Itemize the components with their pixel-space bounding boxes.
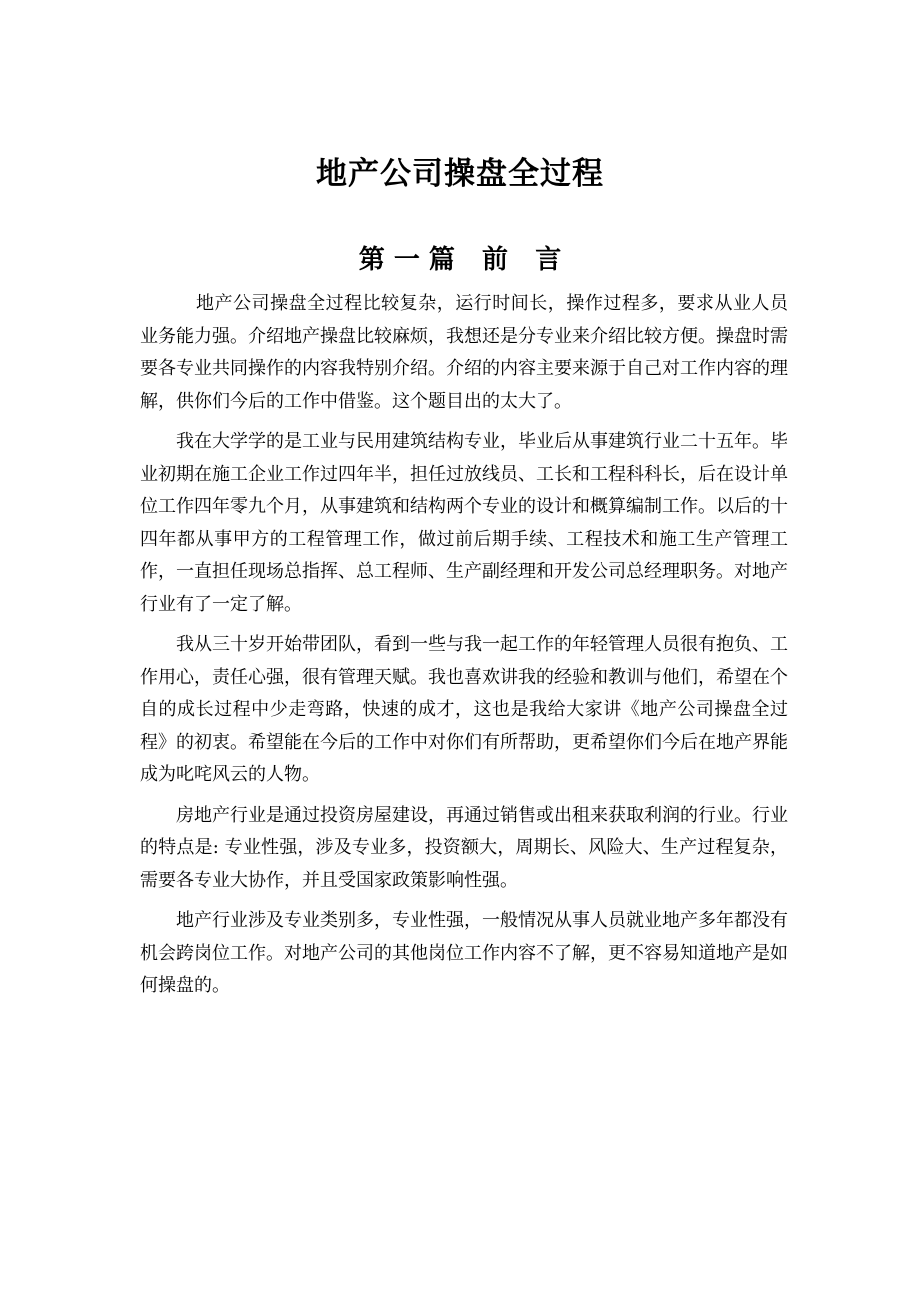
paragraph-intro: 地产公司操盘全过程比较复杂，运行时间长，操作过程多，要求从业人员业务能力强。介绍地产操盘比较麻烦，我想还是分专业来介绍比较方便。操盘时需要各专业共同操作的内容我特别介绍。介绍的内容主要来源于自己对工作内容的理解，供你们今后的工作中借鉴。这个题目出的太大了。 [140, 293, 788, 412]
document-body [140, 288, 788, 1011]
paragraph-industry-challenge: 地产行业涉及专业类别多，专业性强，一般情况从事人员就业地产多年都没有机会跨岗位工作。对地产公司的其他岗位工作内容不了解，更不容易知道地产是如何操盘的。 [140, 910, 788, 996]
paragraph-motivation: 我从三十岁开始带团队，看到一些与我一起工作的年轻管理人员很有抱负、工作用心，责任心强，很有管理天赋。我也喜欢讲我的经验和教训与他们，希望在个自的成长过程中少走弯路，快速的成才，这也是我给大家讲《地产公司操盘全过程》的初衷。希望能在今后的工作中对你们有所帮助，更希望你们今后在地产界能成为叱咤风云的人物。 [140, 634, 788, 785]
chapter-heading: 第 一 篇 前 言 [358, 245, 562, 275]
paragraph-industry-definition: 房地产行业是通过投资房屋建设，再通过销售或出租来获取利润的行业。行业的特点是: 专业性强，涉及专业多，投资额大，周期长、风险大、生产过程复杂，需要各专业大协作，并且受国家政策影响性强。 [140, 804, 788, 891]
document-title: 地产公司操盘全过程 [316, 156, 604, 192]
paragraph-author-background: 我在大学学的是工业与民用建筑结构专业，毕业后从事建筑行业二十五年。毕业初期在施工企业工作过四年半，担任过放线员、工长和工程科科长，后在设计单位工作四年零九个月，从事建筑和结构两个专业的设计和概算编制工作。以后的十四年都从事甲方的工程管理工作，做过前后期手续、工程技术和施工生产管理工作，一直担任现场总指挥、总工程师、生产副经理和开发公司总经理职务。对地产行业有了一定了解。 [140, 431, 788, 615]
